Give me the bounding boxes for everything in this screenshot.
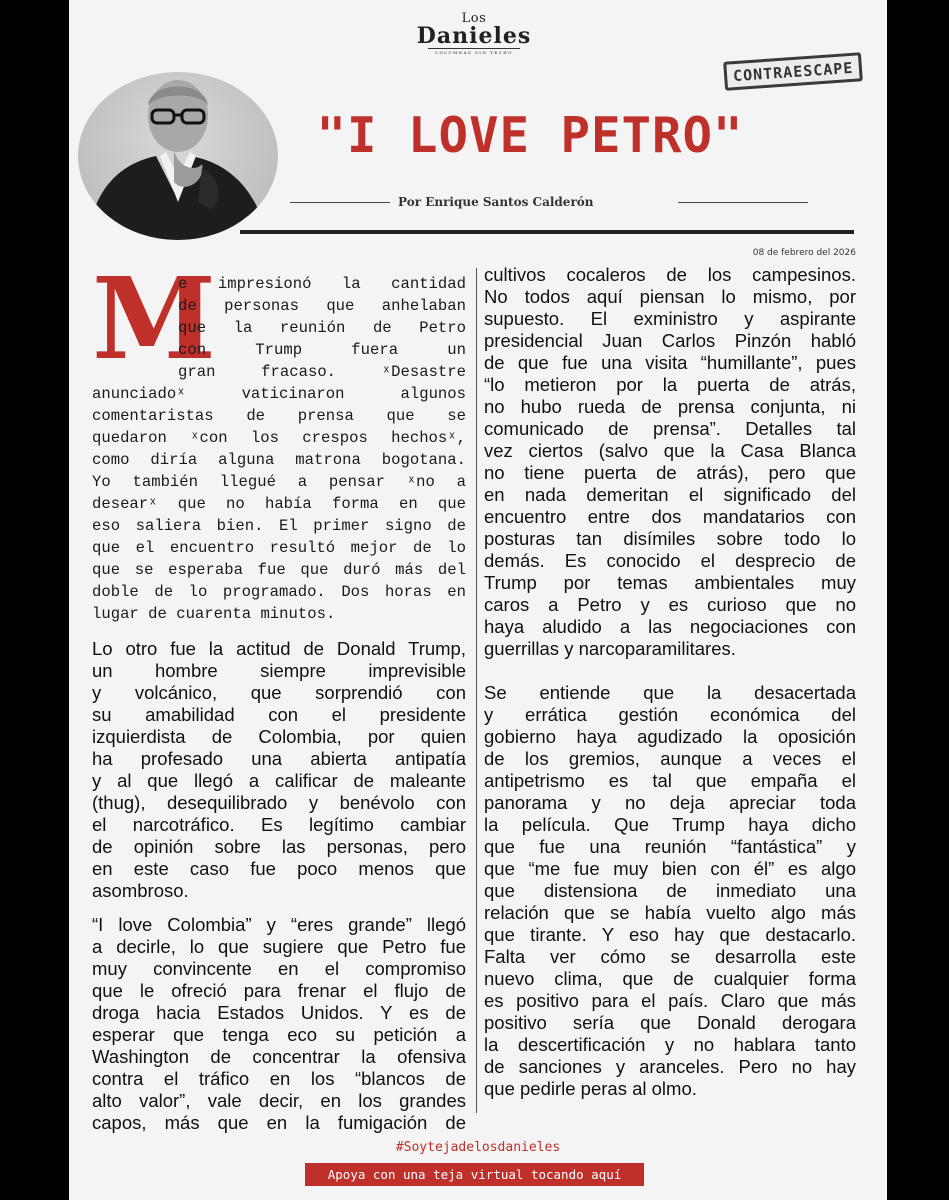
left-column-line: Lo otro fue la actitud de Donald Trump, bbox=[92, 638, 466, 659]
byline-rule-left bbox=[290, 202, 390, 203]
drop-cap: M bbox=[92, 254, 216, 385]
right-column-line: que distensiona de inmediato una bbox=[484, 880, 856, 901]
right-column-line: que fue una reunión “fantástica” y bbox=[484, 836, 856, 857]
left-column-line: y al que llegó a calificar de maleante bbox=[92, 770, 466, 791]
logo-tagline: COLUMNAS SIN TECHO bbox=[428, 48, 520, 56]
right-column-line: de que fue una visita “humillante”, pues bbox=[484, 352, 856, 373]
right-column-line: caros a Petro y es curioso que no bbox=[484, 594, 856, 615]
right-column-line: haya aludido a las negociaciones con bbox=[484, 616, 856, 637]
masthead-logo bbox=[412, 12, 536, 56]
left-column-line: el narcotráfico. Es legítimo cambiar bbox=[92, 814, 466, 835]
right-column-line: encuentro entre dos mandatarios con bbox=[484, 506, 856, 527]
right-column-line: no tiene puerta de atrás), pero que bbox=[484, 462, 856, 483]
right-column-line: posturas tan disímiles sobre todo lo bbox=[484, 528, 856, 549]
right-column-line: que pedirle peras al olmo. bbox=[484, 1078, 697, 1099]
left-column-line: que le ofreció para frenar el flujo de bbox=[92, 980, 466, 1001]
left-column-line: izquierdista de Colombia, por quien bbox=[92, 726, 466, 747]
left-column-line: lugar de cuarenta minutos. bbox=[92, 605, 336, 623]
left-column-line: como diría alguna matrona bogotana. bbox=[92, 451, 466, 469]
footer-hashtag[interactable]: #Soytejadelosdanieles bbox=[395, 1140, 561, 1155]
article-headline: "I LOVE PETRO" bbox=[316, 107, 744, 164]
right-column-line: que tirante. Y eso hay que destacarlo. bbox=[484, 924, 856, 945]
left-column-line: muy convincente en el compromiso bbox=[92, 958, 466, 979]
left-column-line: su amabilidad con el presidente bbox=[92, 704, 466, 725]
right-column-line: Falta ver cómo se desarrolla este bbox=[484, 946, 856, 967]
left-column-line: droga hacia Estados Unidos. Y es de bbox=[92, 1002, 466, 1023]
left-column-line: asombroso. bbox=[92, 880, 189, 901]
right-column-line: gobierno haya agudizado la oposición bbox=[484, 726, 856, 747]
right-column-line: cultivos cocaleros de los campesinos. bbox=[484, 264, 856, 285]
support-button[interactable]: Apoya con una teja virtual tocando aquí bbox=[305, 1163, 644, 1186]
right-column-line: antipetrismo es tal que empaña el bbox=[484, 770, 856, 791]
left-column-line: capos, más que en la fumigación de bbox=[92, 1112, 466, 1133]
left-column-line: esperar que tenga eco su petición a bbox=[92, 1024, 466, 1045]
right-column-line: Se entiende que la desacertada bbox=[484, 682, 856, 703]
right-column-line: supuesto. El exministro y aspirante bbox=[484, 308, 856, 329]
left-column-line: en este caso fue poco menos que bbox=[92, 858, 466, 879]
right-column-line: no hubo rueda de prensa conjunta, ni bbox=[484, 396, 856, 417]
left-column-line: que el encuentro resultó mejor de lo bbox=[92, 539, 466, 557]
section-stamp: CONTRAESCAPE bbox=[723, 52, 863, 91]
right-column-line: nuevo clima, que de cualquier forma bbox=[484, 968, 856, 989]
right-column-line: en nada demeritan el significado del bbox=[484, 484, 856, 505]
right-column-line: y errática gestión económica del bbox=[484, 704, 856, 725]
left-column-line: de opinión sobre las personas, pero bbox=[92, 836, 466, 857]
article-byline: Por Enrique Santos Calderón bbox=[398, 195, 594, 209]
left-column-line: desearˣ que no había forma en que bbox=[92, 495, 466, 513]
right-column-line: que “me fue muy bien con él” es algo bbox=[484, 858, 856, 879]
left-column-line: con Trump fuera un bbox=[178, 341, 466, 359]
left-column-line: que se esperaba fue que duró más del bbox=[92, 561, 466, 579]
left-column-line: ha profesado una abierta antipatía bbox=[92, 748, 466, 769]
right-column-line: la película. Que Trump haya dicho bbox=[484, 814, 856, 835]
right-column-line: demás. Es conocido el desprecio de bbox=[484, 550, 856, 571]
header-divider bbox=[240, 230, 854, 234]
author-portrait-image bbox=[78, 72, 278, 240]
right-column-line: la descertificación y no hablara tanto bbox=[484, 1034, 856, 1055]
left-column-line: alto valor”, vale decir, en los grandes bbox=[92, 1090, 466, 1111]
column-divider bbox=[476, 268, 477, 1113]
right-column-line: No todos aquí piensan lo mismo, por bbox=[484, 286, 856, 307]
right-column-line: comunicado de prensa”. Detalles tal bbox=[484, 418, 856, 439]
right-column-line: relación que se había vuelto algo más bbox=[484, 902, 856, 923]
right-column-line: Trump por temas ambientales muy bbox=[484, 572, 856, 593]
left-column-line: quedaron ˣcon los crespos hechosˣ, bbox=[92, 429, 466, 447]
right-column-line: es positivo para el país. Claro que más bbox=[484, 990, 856, 1011]
left-column-line: Washington de concentrar la ofensiva bbox=[92, 1046, 466, 1067]
author-photo bbox=[78, 72, 278, 240]
logo-main-text: Danieles bbox=[416, 23, 532, 49]
left-column-line: a decirle, lo que sugiere que Petro fue bbox=[92, 936, 466, 957]
left-column-line: de personas que anhelaban bbox=[178, 297, 466, 315]
left-column-line: anunciadoˣ vaticinaron algunos bbox=[92, 385, 466, 403]
right-column-line: de los gremios, aunque a veces el bbox=[484, 748, 856, 769]
right-column-line: presidencial Juan Carlos Pinzón habló bbox=[484, 330, 856, 351]
right-column-line: de sanciones y aranceles. Pero no hay bbox=[484, 1056, 856, 1077]
right-column-line: “lo metieron por la puerta de atrás, bbox=[484, 374, 856, 395]
left-column-line: contra el tráfico en los “blancos de bbox=[92, 1068, 466, 1089]
left-column-line: Yo también llegué a pensar ˣno a bbox=[92, 473, 466, 491]
left-column-line: que la reunión de Petro bbox=[178, 319, 466, 337]
right-column-line: vez ciertos (salvo que la Casa Blanca bbox=[484, 440, 856, 461]
left-column-line: un hombre siempre imprevisible bbox=[92, 660, 466, 681]
right-column-line: positivo sería que Donald derogara bbox=[484, 1012, 856, 1033]
left-column-line: doble de lo programado. Dos horas en bbox=[92, 583, 466, 601]
article-date: 08 de febrero del 2026 bbox=[752, 248, 856, 258]
byline-rule-right bbox=[678, 202, 808, 203]
left-column-line: y volcánico, que sorprendió con bbox=[92, 682, 466, 703]
left-column-line: comentaristas de prensa que se bbox=[92, 407, 466, 425]
left-column-line: e impresionó la cantidad bbox=[178, 275, 466, 293]
right-column-line: panorama y no deja apreciar toda bbox=[484, 792, 856, 813]
left-column-line: gran fracaso. ˣDesastre bbox=[178, 363, 466, 381]
logo-top-text: Los bbox=[461, 11, 487, 26]
left-column-line: (thug), desequilibrado y benévolo con bbox=[92, 792, 466, 813]
left-column-line: eso saliera bien. El primer signo de bbox=[92, 517, 466, 535]
right-column-line: guerrillas y narcoparamilitares. bbox=[484, 638, 736, 659]
left-column-line: “I love Colombia” y “eres grande” llegó bbox=[92, 914, 466, 935]
